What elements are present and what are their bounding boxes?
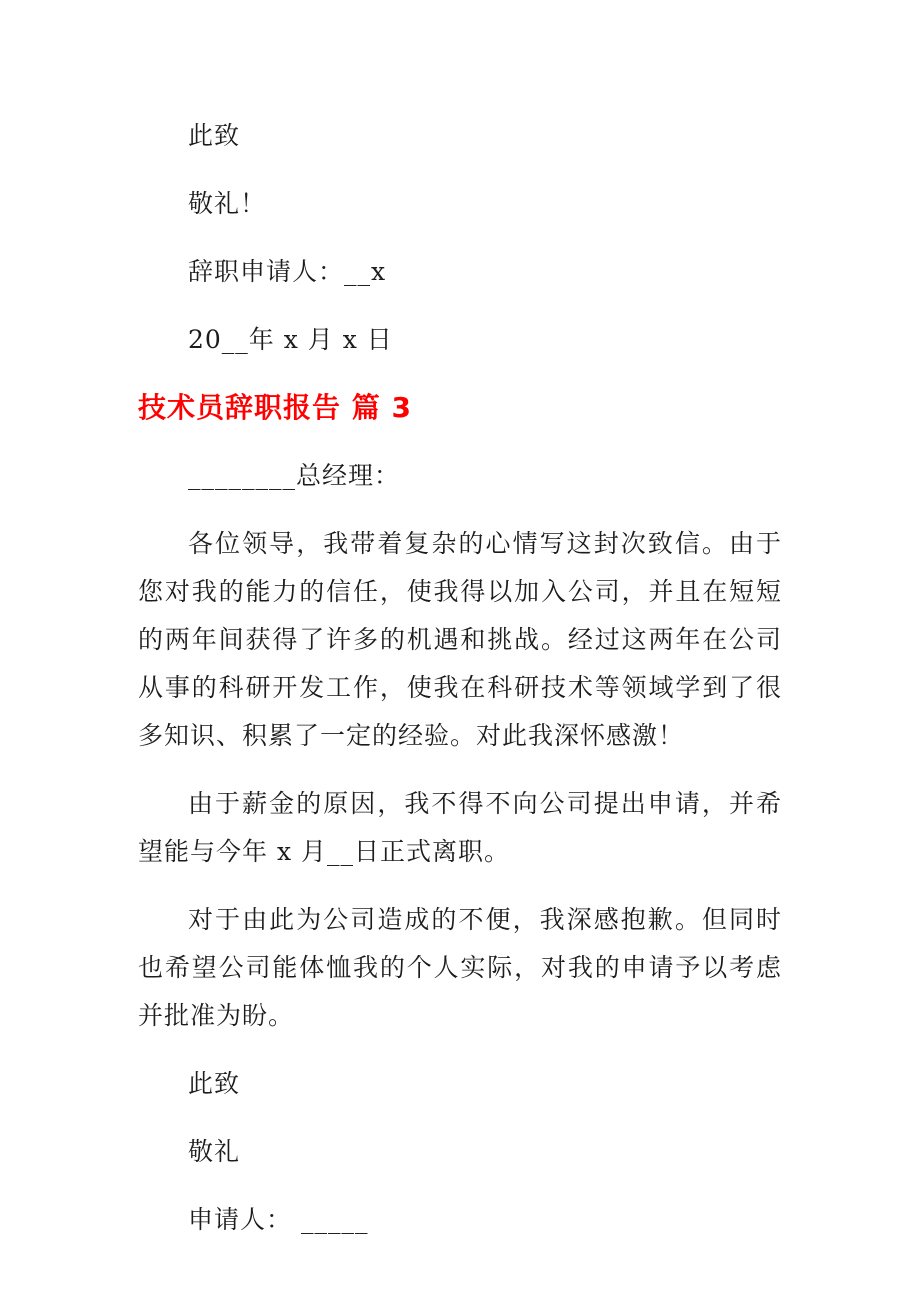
body-paragraph-apology: 对于由此为公司造成的不便，我深感抱歉。但同时也希望公司能体恤我的个人实际，对我的申请予以考虑并批准为盼。 xyxy=(138,905,782,1030)
body-paragraph-resign-reason: 由于薪金的原因，我不得不向公司提出申请，并希望能与今年 x 月__日正式离职。 xyxy=(138,789,782,866)
body-paragraph-gratitude: 各位领导，我带着复杂的心情写这封次致信。由于您对我的能力的信任，使我得以加入公司，并且在短短的两年间获得了许多的机遇和挑战。经过这两年在公司从事的科研开发工作，使我在科研技术等领域学到了很多知识、积累了一定的经验。对此我深怀感激！ xyxy=(138,529,782,750)
salutation-general-manager-line: ________总经理： xyxy=(188,461,401,490)
closing-phrase-bottom: 此致 xyxy=(188,1069,241,1098)
applicant-signature-line: 申请人： _____ xyxy=(188,1205,369,1234)
section-heading-part-3: 技术员辞职报告 篇 3 xyxy=(138,391,412,424)
date-line: 20__年 x 月 x 日 xyxy=(188,325,393,354)
salute-phrase-top: 敬礼！ xyxy=(188,189,267,218)
resignation-applicant-signature-line: 辞职申请人：__x xyxy=(188,257,387,286)
closing-phrase-top: 此致 xyxy=(188,121,241,150)
salute-phrase-bottom: 敬礼 xyxy=(188,1137,241,1166)
